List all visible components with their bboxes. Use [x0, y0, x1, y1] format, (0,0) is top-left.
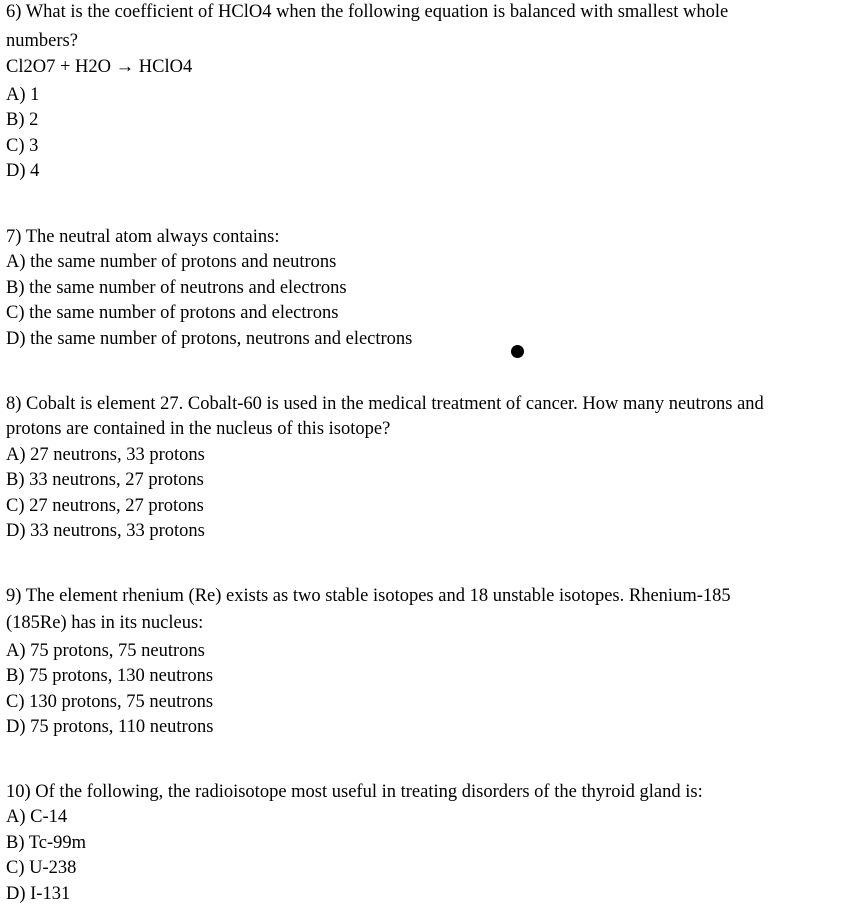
question-9-stem-line-2: (185Re) has in its nucleus: — [6, 613, 204, 633]
question-6-option-b: B) 2 — [6, 110, 39, 130]
question-6-stem-line-1: 6) What is the coefficient of HClO4 when the following equation is balanced with smallest whole — [6, 2, 729, 22]
question-8-stem-line-2: protons are contained in the nucleus of this isotope? — [6, 419, 391, 439]
question-7-option-b: B) the same number of neutrons and electrons — [6, 278, 347, 298]
question-8-stem-line-1: 8) Cobalt is element 27. Cobalt-60 is used in the medical treatment of cancer. How many neutrons and — [6, 394, 764, 414]
question-6-option-d: D) 4 — [6, 161, 40, 181]
question-10-option-a: A) C-14 — [6, 807, 68, 827]
question-8-option-c: C) 27 neutrons, 27 protons — [6, 496, 204, 516]
question-10-option-d: D) I-131 — [6, 884, 71, 904]
question-9-stem-line-1: 9) The element rhenium (Re) exists as two stable isotopes and 18 unstable isotopes. Rhenium-185 — [6, 586, 731, 606]
question-7-option-a: A) the same number of protons and neutrons — [6, 252, 337, 272]
question-9-option-b: B) 75 protons, 130 neutrons — [6, 666, 214, 686]
question-7-option-c: C) the same number of protons and electrons — [6, 303, 339, 323]
question-10-stem-line-1: 10) Of the following, the radioisotope most useful in treating disorders of the thyroid gland is: — [6, 782, 703, 802]
question-7-option-d: D) the same number of protons, neutrons and electrons — [6, 329, 413, 349]
question-6-option-c: C) 3 — [6, 136, 39, 156]
question-6-option-a: A) 1 — [6, 85, 40, 105]
question-8-option-a: A) 27 neutrons, 33 protons — [6, 445, 205, 465]
question-9-option-d: D) 75 protons, 110 neutrons — [6, 717, 214, 737]
question-9-option-a: A) 75 protons, 75 neutrons — [6, 641, 205, 661]
question-8-option-d: D) 33 neutrons, 33 protons — [6, 521, 205, 541]
question-6-stem-line-2: numbers? — [6, 31, 78, 51]
question-6-equation: Cl2O7 + H2O → HClO4 — [6, 57, 193, 77]
question-9-option-c: C) 130 protons, 75 neutrons — [6, 692, 214, 712]
ink-dot — [511, 345, 524, 358]
question-7-stem-line-1: 7) The neutral atom always contains: — [6, 227, 280, 247]
question-10-option-b: B) Tc-99m — [6, 833, 87, 853]
question-8-option-b: B) 33 neutrons, 27 protons — [6, 470, 204, 490]
question-10-option-c: C) U-238 — [6, 858, 77, 878]
